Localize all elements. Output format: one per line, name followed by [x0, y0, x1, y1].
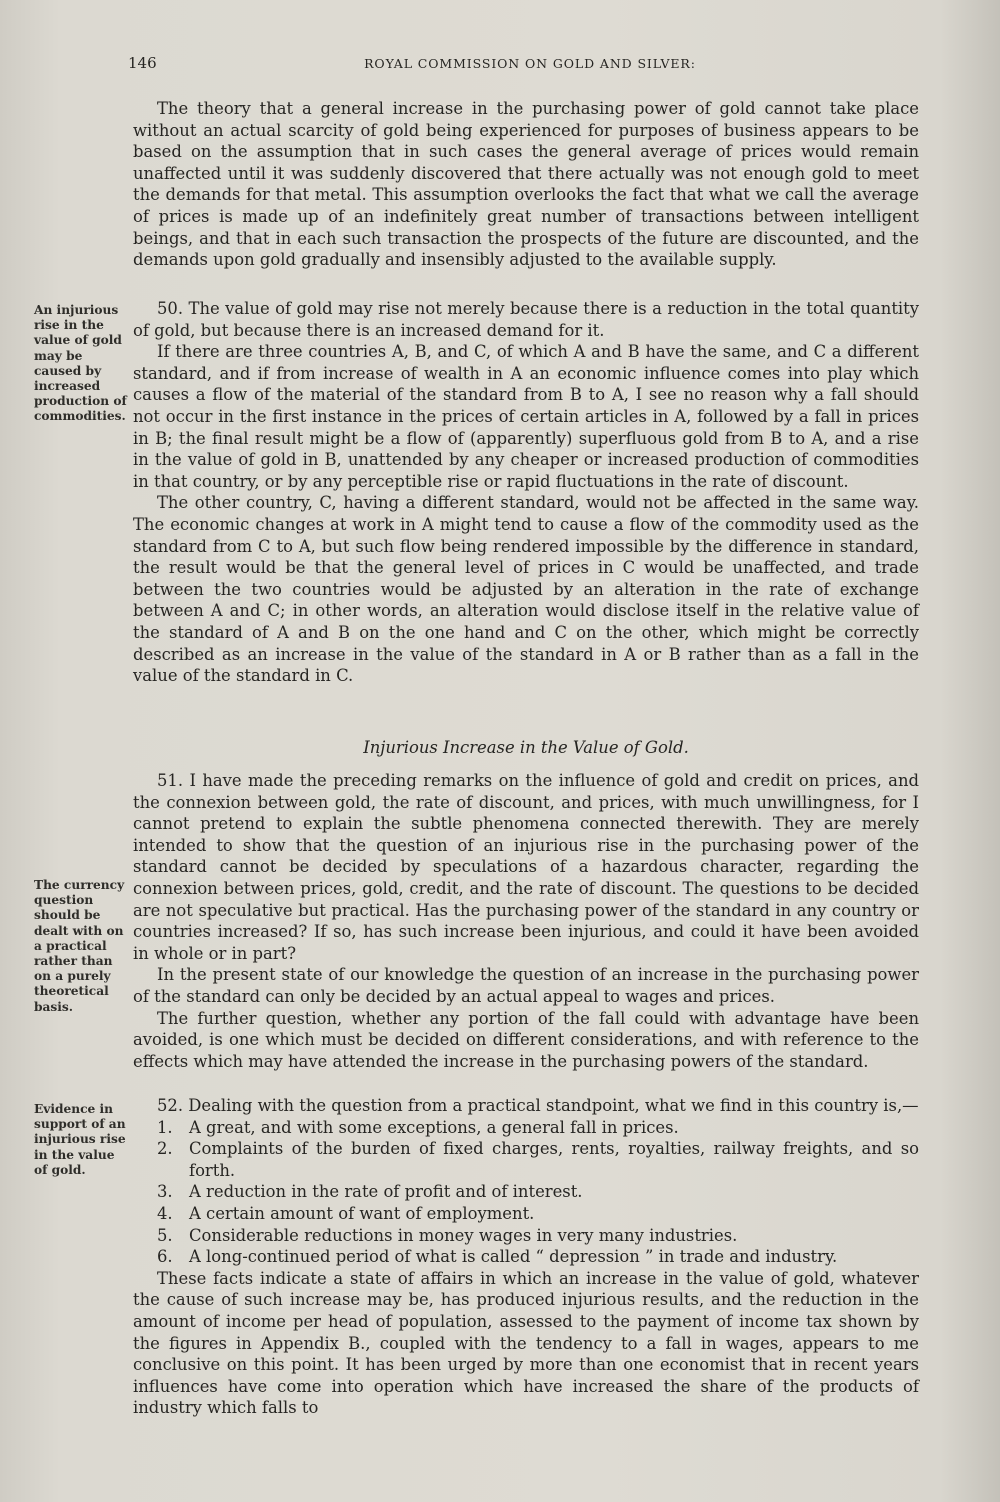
margin-note-50: An injurious rise in the value of gold may be caused by increased production of commodities. [34, 303, 127, 424]
paragraph: The other country, C, having a different standard, would not be affected in the same way. The economic changes at work in A might tend to cause a flow of the commodity used as the standard from C to A, but such flow being rendered impossible by the difference in standard, the result would be that the general level of prices in C would be unaffected, and trade between the two countries would be adjusted by an alteration in the rate of exchange between A and C; in other words, an alteration would disclose itself in the relative value of the standard of A and B on the one hand and C on the other, which might be correctly described as an increase in the value of the standard in A or B rather than as a fall in the value of the standard in C. [133, 493, 919, 686]
paragraph: 52. Dealing with the question from a practical standpoint, what we find in this country is,— [157, 1096, 919, 1115]
paragraph: The theory that a general increase in the purchasing power of gold cannot take place without an actual scarcity of gold being experienced for purposes of business appears to be based on the assumption that in such cases the general average of prices would remain unaffected until it was suddenly discovered that there actually was not enough gold to meet the demands for that metal. This assumption overlooks the fact that what we call the average of prices is made up of an indefinitely great number of transactions between intelligent beings, and that in each such transaction the prospects of the future are discounted, and the demands upon gold gradually and insensibly adjusted to the available supply. [133, 99, 919, 270]
list-item: 4. A certain amount of want of employment. [157, 1203, 535, 1223]
running-head: ROYAL COMMISSION ON GOLD AND SILVER: [364, 56, 696, 71]
list-item: 6. A long-continued period of what is called “ depression ” in trade and industry. [157, 1247, 838, 1267]
list-item: 2. Complaints of the burden of fixed charges, rents, royalties, railway freights, and so forth. [157, 1139, 919, 1180]
list-item: 5. Considerable reductions in money wages in very many industries. [157, 1225, 738, 1245]
findings-list [133, 1117, 919, 1268]
paragraph: The further question, whether any portion of the fall could with advantage have been avoided, is one which must be decided on different considerations, and with reference to the effects which may have attended the increase in the purchasing powers of the standard. [133, 1008, 919, 1071]
paragraph: 51. I have made the preceding remarks on the influence of gold and credit on prices, and the connexion between gold, the rate of discount, and prices, with much unwillingness, for I cannot pretend to explain the subtle phenomena connected therewith. They are merely intended to show that the question of an injurious rise in the purchasing power of the standard cannot be decided by speculations of a hazardous character, regarding the connexion between prices, gold, credit, and the rate of discount. The questions to be decided are not speculative but practical. Has the purchasing power of the standard in any country or countries increased? If so, has such increase been injurious, and could it have been avoided in whole or in part? [133, 771, 919, 963]
intro-paragraph [133, 98, 919, 271]
list-item: 3. A reduction in the rate of profit and of interest. [157, 1182, 583, 1202]
paragraph: In the present state of our knowledge the question of an increase in the purchasing power of the standard can only be decided by an actual appeal to wages and prices. [133, 965, 919, 1006]
section-50 [133, 298, 919, 687]
page-header [0, 54, 1000, 78]
paragraph: If there are three countries A, B, and C, of which A and B have the same, and C a different standard, and if from increase of wealth in A an economic influence comes into play which causes a flow of the material of the standard from B to A, I see no reason why a fall should not occur in the first instance in the prices of certain articles in A, followed by a fall in prices in B; the final result might be a flow of (apparently) superfluous gold from B to A, and a rise in the value of gold in B, unattended by any cheaper or increased production of commodities in that country, or by any perceptible rise or rapid fluctuations in the rate of discount. [133, 342, 919, 491]
margin-note-51: The currency question should be dealt with on a practical rather than on a purely theoretical basis. [34, 878, 125, 1014]
paragraph: 50. The value of gold may rise not merely because there is a reduction in the total quantity of gold, but because there is an increased demand for it. [133, 299, 919, 340]
section-51 [133, 770, 919, 1072]
section-52 [133, 1095, 919, 1419]
list-item: 1. A great, and with some exceptions, a general fall in prices. [157, 1117, 679, 1137]
section-heading: Injurious Increase in the Value of Gold. [363, 738, 689, 757]
paragraph: These facts indicate a state of affairs in which an increase in the value of gold, whatever the cause of such increase may be, has produced injurious results, and the reduction in the amount of income per head of population, assessed to the payment of income tax shown by the figures in Appendix B., coupled with the tendency to a fall in wages, appears to me conclusive on this point. It has been urged by more than one economist that in recent years influences have come into operation which have increased the share of the products of industry which falls to [133, 1268, 919, 1418]
margin-note-52: Evidence in support of an injurious rise in the value of gold. [34, 1102, 126, 1177]
page-number: 146 [128, 54, 157, 72]
